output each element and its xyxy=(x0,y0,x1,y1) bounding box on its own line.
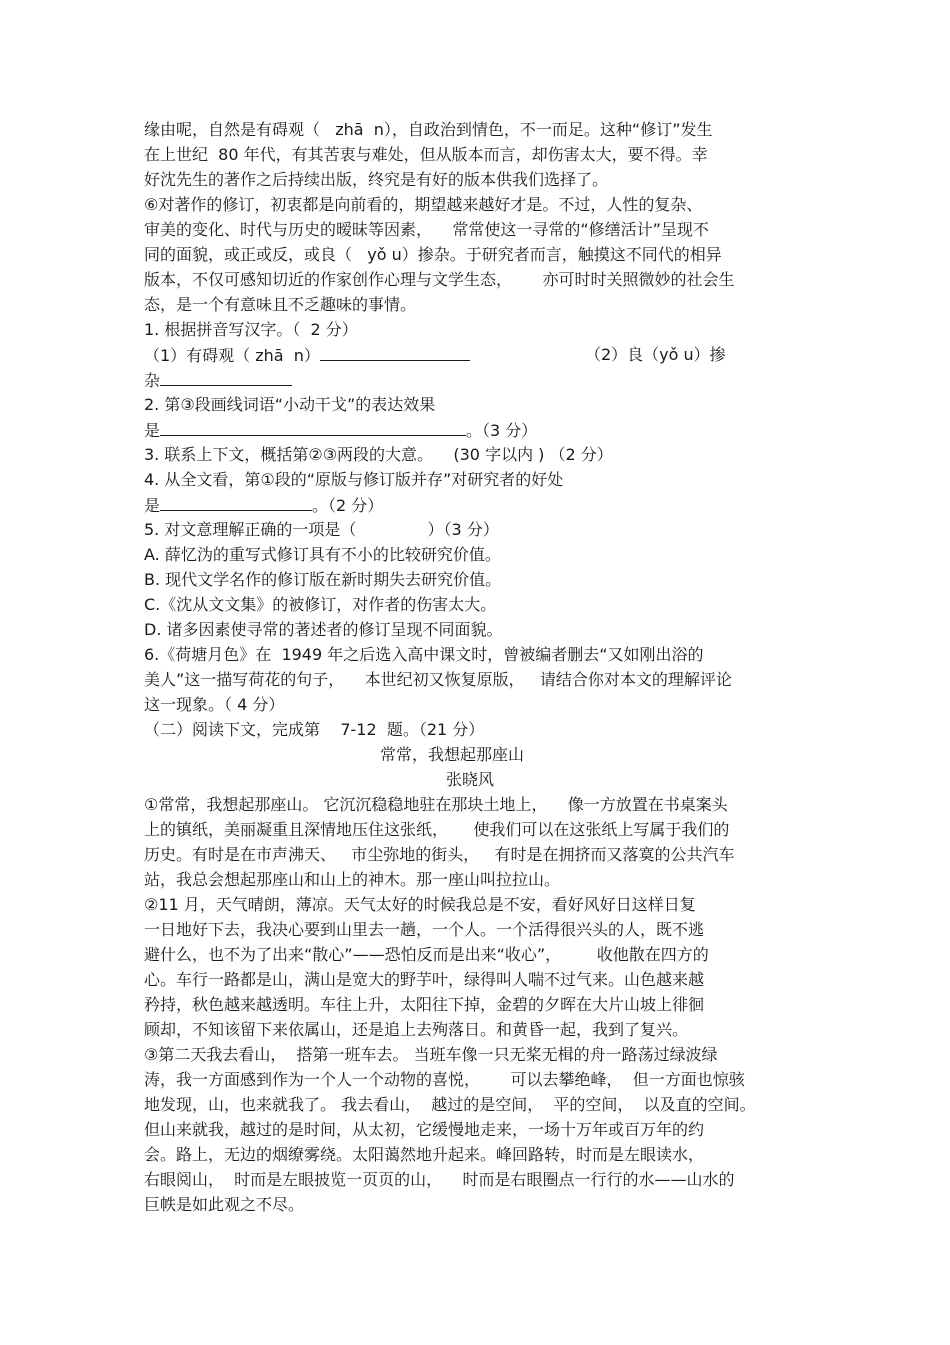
option-c[interactable]: C.《沈从文文集》的被修订，对作者的伤害太大。 xyxy=(144,595,497,614)
question-2-suffix: 。（3 分） xyxy=(466,421,538,440)
article-line: 但山来就我，越过的是时间，从太初，它缓慢地走来，一场十万年或百万年的约 xyxy=(144,1120,705,1139)
article-line: 会。路上，无边的烟缭雾绕。太阳蔼然地升起来。峰回路转，时而是左眼读水， xyxy=(144,1145,705,1164)
question-6: 6.《荷塘月色》在 1949 年之后选入高中课文时，曾被编者删去“又如刚出浴的 xyxy=(144,645,704,664)
question-5: 5. 对文意理解正确的一项是（ ）（3 分） xyxy=(144,520,499,539)
passage-line: 审美的变化、时代与历史的暧昧等因素， 常常使这一寻常的“修缮活计”呈现不 xyxy=(144,220,709,239)
article-line: 上的镇纸，美丽凝重且深情地压住这张纸， 使我们可以在这张纸上写属于我们的 xyxy=(144,820,730,839)
article-title: 常常，我想起那座山 xyxy=(380,745,525,764)
question-1: 1. 根据拼音写汉字。（ 2 分） xyxy=(144,320,358,339)
article-line: 心。车行一路都是山，满山是宽大的野芋叶，绿得叫人喘不过气来。山色越来越 xyxy=(144,970,705,989)
article-line: ②11 月，天气晴朗，薄凉。天气太好的时候我总是不安，看好风好日这样日复 xyxy=(144,895,696,914)
article-line: 站，我总会想起那座山和山上的神木。那一座山叫拉拉山。 xyxy=(144,870,561,889)
question-4-answer xyxy=(144,495,383,516)
article-line: 历史。有时是在市声沸天、 市尘弥地的街头， 有时是在拥挤而又落寞的公共汽车 xyxy=(144,845,735,864)
article-line: 避什么，也不为了出来“散心”——恐怕反而是出来“收心”， 收他散在四方的 xyxy=(144,945,709,964)
article-line: 右眼阅山， 时而是左眼披览一页页的山， 时而是右眼圈点一行行的水——山水的 xyxy=(144,1170,735,1189)
option-a[interactable]: A. 薛忆沩的重写式修订具有不小的比较研究价值。 xyxy=(144,545,501,564)
article-line: 一日地好下去，我决心要到山里去一趟，一个人。一个活得很兴头的人，既不逃 xyxy=(144,920,705,939)
passage-line: 同的面貌，或正或反，或良（ yǒ u）掺杂。于研究者而言，触摸这不同代的相异 xyxy=(144,245,722,264)
question-4: 4. 从全文看，第①段的“原版与修订版并存”对研究者的好处 xyxy=(144,470,564,489)
question-1-part-2-cont xyxy=(144,370,292,391)
option-b[interactable]: B. 现代文学名作的修订版在新时期失去研究价值。 xyxy=(144,570,502,589)
article-line: 地发现，山，也来就我了。 我去看山， 越过的是空间， 平的空间， 以及直的空间。 xyxy=(144,1095,756,1114)
answer-blank[interactable] xyxy=(320,345,470,361)
option-d[interactable]: D. 诸多因素使寻常的著述者的修订呈现不同面貌。 xyxy=(144,620,503,639)
article-line: 涛，我一方面感到作为一个人一个动物的喜悦， 可以去攀绝峰， 但一方面也惊骇 xyxy=(144,1070,745,1089)
article-line: ③第二天我去看山， 搭第一班车去。 当班车像一只无桨无楫的舟一路荡过绿波绿 xyxy=(144,1045,718,1064)
passage-line: 态，是一个有意味且不乏趣味的事情。 xyxy=(144,295,417,314)
question-4-prefix: 是 xyxy=(144,496,161,515)
question-4-suffix: 。（2 分） xyxy=(312,496,384,515)
question-1-part-2-label: 杂 xyxy=(144,371,161,390)
passage-line: 缘由呢，自然是有碍观（ zhā n），自政治到情色，不一而足。这种“修订”发生 xyxy=(144,120,713,139)
question-2: 2. 第③段画线词语“小动干戈”的表达效果 xyxy=(144,395,436,414)
question-1-part-1-label: （1）有碍观（ zhā n） xyxy=(144,346,320,365)
answer-blank[interactable] xyxy=(160,495,312,511)
article-line: ①常常，我想起那座山。 它沉沉稳稳地驻在那块土地上， 像一方放置在书桌案头 xyxy=(144,795,728,814)
passage-line: 好沈先生的著作之后持续出版，终究是有好的版本供我们选择了。 xyxy=(144,170,609,189)
article-line: 巨帙是如此观之不尽。 xyxy=(144,1195,305,1214)
article-line: 顾却，不知该留下来依属山，还是追上去殉落日。和黄昏一起，我到了复兴。 xyxy=(144,1020,689,1039)
passage-line: 在上世纪 80 年代，有其苦衷与难处，但从版本而言，却伤害太大，要不得。幸 xyxy=(144,145,708,164)
question-2-answer xyxy=(144,420,537,441)
question-6-line-3: 这一现象。（ 4 分） xyxy=(144,695,285,714)
question-6-line-2: 美人”这一描写荷花的句子， 本世纪初又恢复原版， 请结合你对本文的理解评论 xyxy=(144,670,732,689)
article-author: 张晓风 xyxy=(446,770,495,789)
article-line: 矜持，秋色越来越透明。车往上升，太阳往下掉，金碧的夕晖在大片山坡上徘徊 xyxy=(144,995,705,1014)
question-2-prefix: 是 xyxy=(144,421,161,440)
answer-blank[interactable] xyxy=(160,370,292,386)
section-heading: （二）阅读下文，完成第 7-12 题。（21 分） xyxy=(144,720,485,739)
answer-blank[interactable] xyxy=(160,420,466,436)
question-1-part-2: （2）良（yǒ u）掺 xyxy=(585,345,726,364)
passage-line: ⑥对著作的修订，初衷都是向前看的，期望越来越好才是。不过，人性的复杂、 xyxy=(144,195,703,214)
question-1-part-1 xyxy=(144,345,470,366)
question-3: 3. 联系上下文，概括第②③两段的大意。 (30 字以内 ) （2 分） xyxy=(144,445,613,464)
passage-line: 版本，不仅可感知切近的作家创作心理与文学生态， 亦可时时关照微妙的社会生 xyxy=(144,270,735,289)
